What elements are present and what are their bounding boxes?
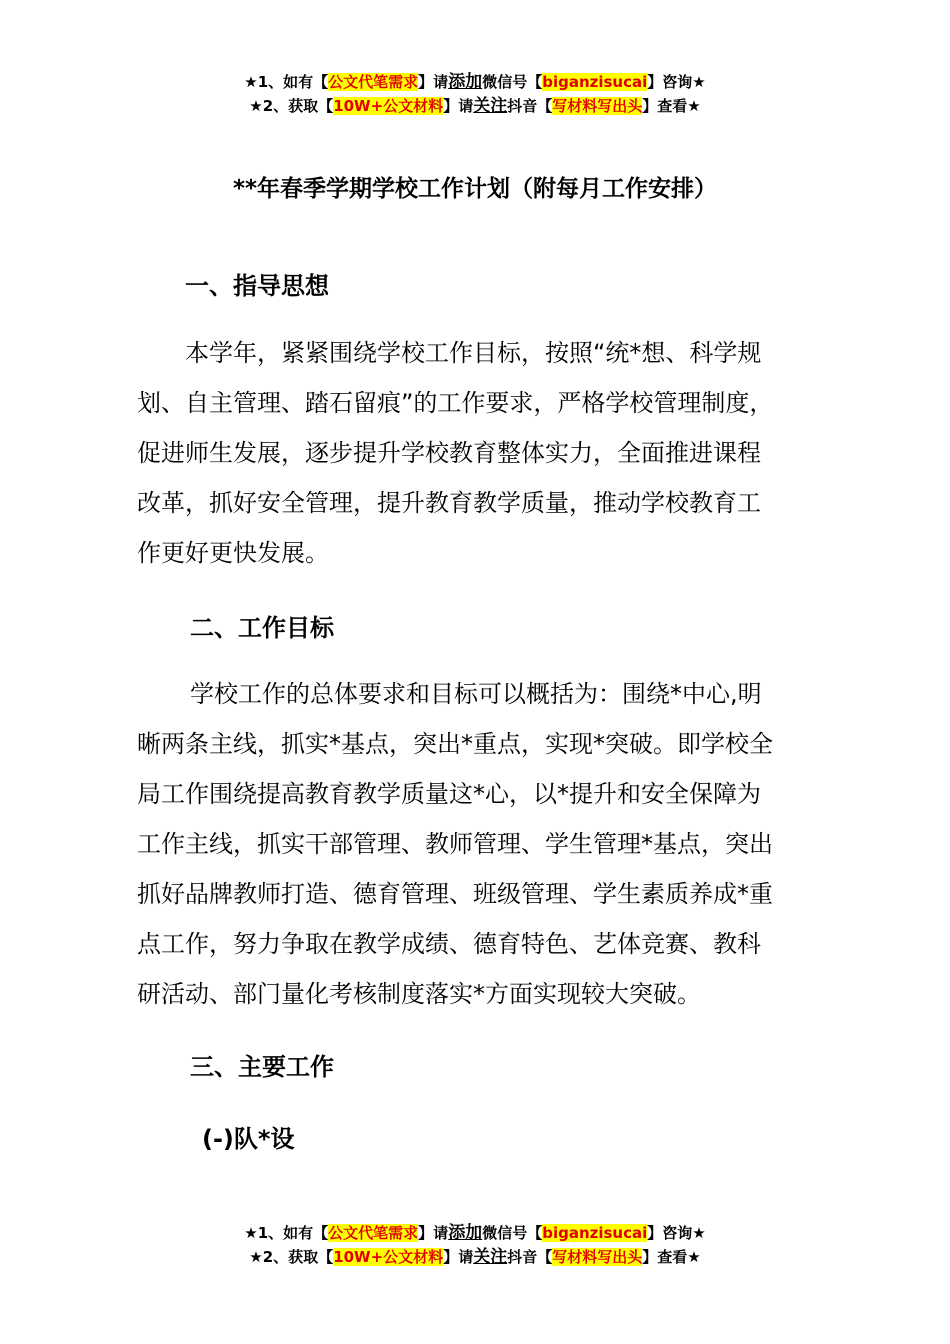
banner-highlight: 10W+公文材料 (333, 1248, 444, 1266)
banner-line-1 (0, 1221, 950, 1245)
douyin-id: 写材料写出头 (552, 1248, 643, 1266)
banner-text: 】查看★ (642, 97, 701, 115)
paragraph-line: 晰两条主线，抓实*基点，突出*重点，实现*突破。即学校全 (137, 730, 773, 758)
banner-text: ★2、获取【 (249, 97, 334, 115)
paragraph-line: 本学年，紧紧围绕学校工作目标，按照“统*想、科学规 (185, 339, 762, 367)
banner-text: ★2、获取【 (249, 1248, 334, 1266)
paragraph-line: 研活动、部门量化考核制度落实*方面实现较大突破。 (137, 980, 701, 1008)
section-paragraph-guiding-thought (137, 328, 837, 578)
banner-text: ★1、如有【 (244, 1224, 329, 1242)
section-heading-main-work: 三、主要工作 (190, 1053, 334, 1081)
section-paragraph-work-goals (137, 669, 837, 1019)
banner-text: 微信号【 (482, 1224, 543, 1242)
paragraph-line: 作更好更快发展。 (137, 539, 329, 567)
paragraph-line: 抓好品牌教师打造、德育管理、班级管理、学生素质养成*重 (137, 880, 773, 908)
banner-line-1 (0, 70, 950, 94)
paragraph-line: 促进师生发展，逐步提升学校教育整体实力，全面推进课程 (137, 439, 761, 467)
paragraph-line: 划、自主管理、踏石留痕”的工作要求，严格学校管理制度， (137, 389, 774, 417)
paragraph-line: 改革，抓好安全管理，提升教育教学质量，推动学校教育工 (137, 489, 761, 517)
paragraph-line: 工作主线，抓实干部管理、教师管理、学生管理*基点，突出 (137, 830, 773, 858)
douyin-id: 写材料写出头 (552, 97, 643, 115)
banner-text: 】请 (443, 1248, 474, 1266)
bottom-banner (0, 1221, 950, 1269)
banner-emphasis: 关注 (473, 1247, 508, 1267)
wechat-id: biganzisucai (542, 1224, 648, 1242)
section-heading-work-goals: 二、工作目标 (190, 614, 334, 642)
banner-highlight: 公文代笔需求 (328, 1224, 419, 1242)
paragraph-line: 学校工作的总体要求和目标可以概括为：围绕*中心,明 (190, 680, 762, 708)
banner-text: ★1、如有【 (244, 73, 329, 91)
banner-emphasis: 添加 (448, 1223, 483, 1243)
paragraph-line: 局工作围绕提高教育教学质量这*心，以*提升和安全保障为 (137, 780, 761, 808)
subsection-heading: (-)队*设 (202, 1125, 295, 1153)
banner-emphasis: 添加 (448, 72, 483, 92)
banner-text: 抖音【 (507, 97, 553, 115)
banner-text: 】咨询★ (647, 1224, 706, 1242)
top-banner (0, 70, 950, 118)
banner-text: 】查看★ (642, 1248, 701, 1266)
banner-line-2 (0, 1245, 950, 1269)
document-title: **年春季学期学校工作计划（附每月工作安排） (232, 176, 718, 202)
paragraph-line: 点工作，努力争取在教学成绩、德育特色、艺体竞赛、教科 (137, 930, 761, 958)
banner-text: 微信号【 (482, 73, 543, 91)
banner-text: 】请 (418, 73, 449, 91)
wechat-id: biganzisucai (542, 73, 648, 91)
banner-text: 】咨询★ (647, 73, 706, 91)
banner-text: 抖音【 (507, 1248, 553, 1266)
banner-highlight: 公文代笔需求 (328, 73, 419, 91)
banner-text: 】请 (418, 1224, 449, 1242)
banner-highlight: 10W+公文材料 (333, 97, 444, 115)
banner-text: 】请 (443, 97, 474, 115)
banner-emphasis: 关注 (473, 96, 508, 116)
section-heading-guiding-thought: 一、指导思想 (185, 272, 329, 300)
banner-line-2 (0, 94, 950, 118)
